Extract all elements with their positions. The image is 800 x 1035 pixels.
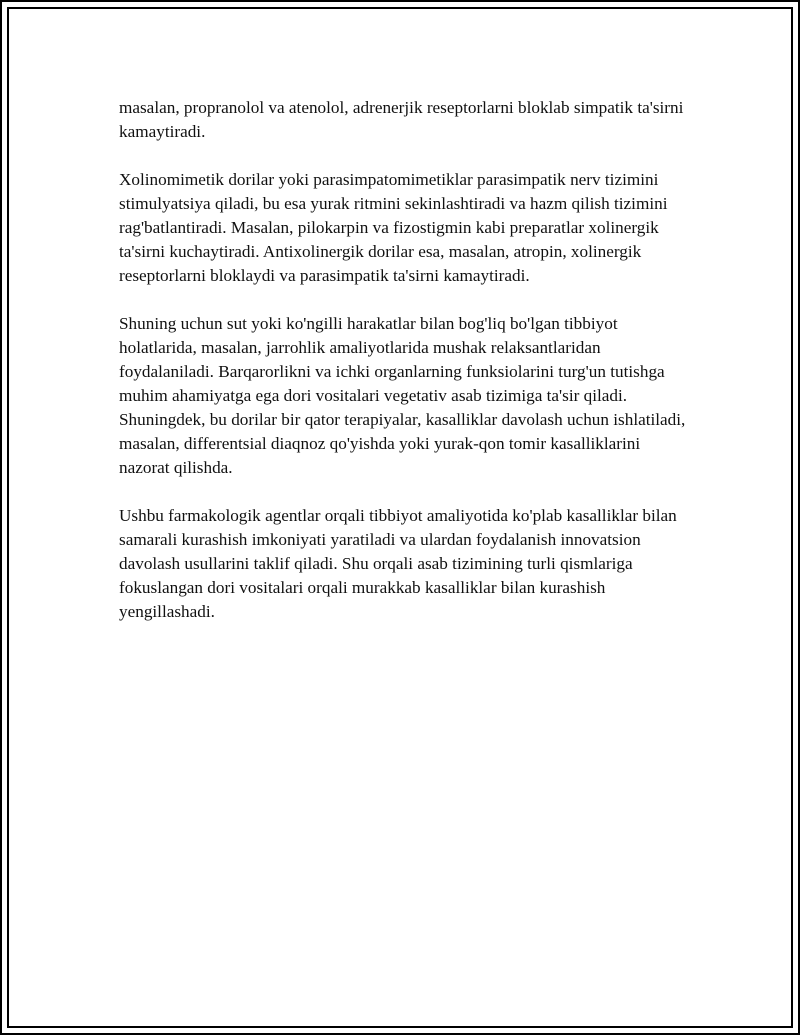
paragraph-4: Ushbu farmakologik agentlar orqali tibbiyot amaliyotida ko'plab kasalliklar bilan samarali kurashish imkoniyati yaratiladi va ulardan foydalanish innovatsion davolash usullarini taklif qiladi. Shu orqali asab tizimining turli qismlariga fokuslangan dori vositalari orqali murakkab kasalliklar bilan kurashish yengillashadi. (119, 506, 677, 621)
document-body (119, 96, 691, 648)
paragraph-1: masalan, propranolol va atenolol, adrenerjik reseptorlarni bloklab simpatik ta'sirni kamaytiradi. (119, 98, 684, 141)
paragraph-2: Xolinomimetik dorilar yoki parasimpatomimetiklar parasimpatik nerv tizimini stimulyatsiya qiladi, bu esa yurak ritmini sekinlashtiradi va hazm qilish tizimini rag'batlantiradi. Masalan, pilokarpin va fizostigmin kabi preparatlar xolinergik ta'sirni kuchaytiradi. Antixolinergik dorilar esa, masalan, atropin, xolinergik reseptorlarni bloklaydi va parasimpatik ta'sirni kamaytiradi. (119, 170, 668, 285)
paragraph-3: Shuning uchun sut yoki ko'ngilli harakatlar bilan bog'liq bo'lgan tibbiyot holatlarida, masalan, jarrohlik amaliyotlarida mushak relaksantlaridan foydalaniladi. Barqarorlikni va ichki organlarning funksiolarini turg'un tutishga muhim ahamiyatga ega dori vositalari vegetativ asab tizimiga ta'sir qiladi. Shuningdek, bu dorilar bir qator terapiyalar, kasalliklar davolash uchun ishlatiladi, masalan, differentsial diaqnoz qo'yishda yoki yurak-qon tomir kasalliklarini nazorat qilishda. (119, 314, 686, 477)
